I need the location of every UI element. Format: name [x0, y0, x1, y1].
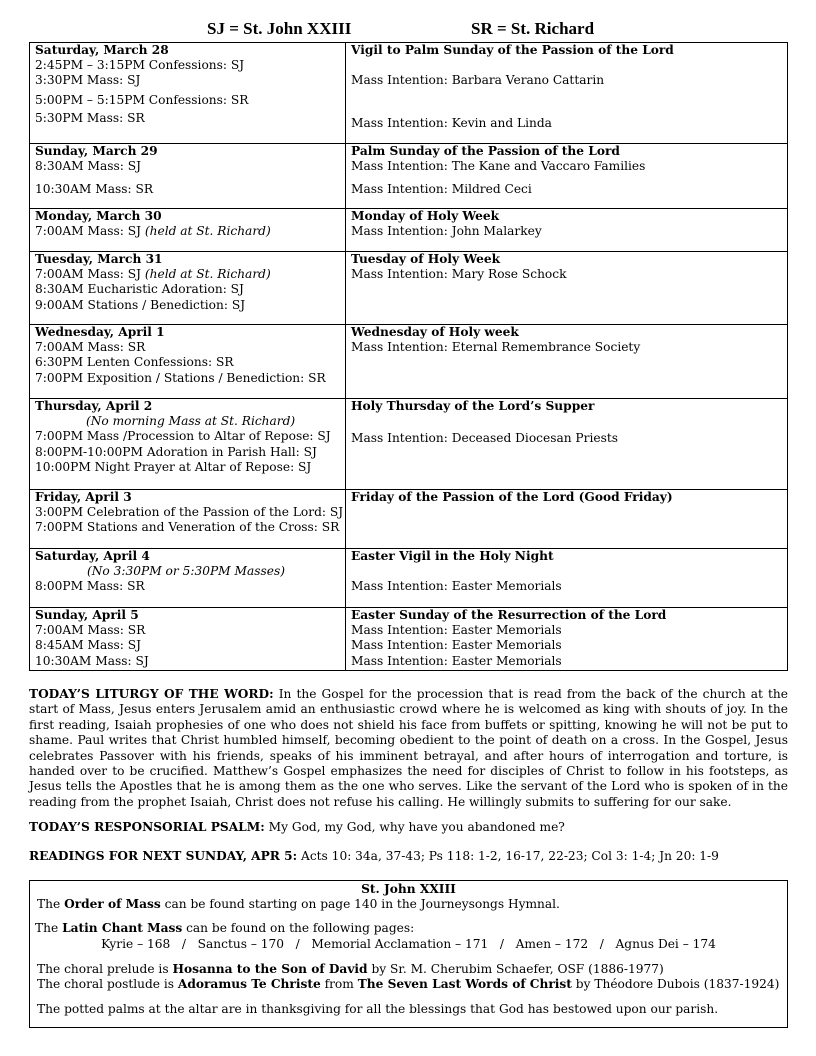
liturgy-of-the-word	[29, 687, 788, 810]
schedule-row	[30, 608, 788, 671]
time-entry: 7:00AM Mass: SJ	[35, 224, 141, 239]
time-note: (held at St. Richard)	[144, 267, 271, 282]
box-title: St. John XXIII	[361, 882, 456, 896]
mass-intention: Mass Intention: Barbara Verano Cattarin	[351, 73, 605, 88]
palms-line: The potted palms at the altar are in thanksgiving for all the blessings that God has bestowed upon our parish.	[37, 1002, 719, 1016]
schedule-row	[30, 43, 788, 144]
schedule-times	[30, 43, 346, 144]
time-entry: 7:00PM Mass /Procession to Altar of Repose: SJ	[35, 429, 331, 444]
postlude-line: The choral postlude is Adoramus Te Christe from The Seven Last Words of Christ by Théodore Dubois (1837-1924)	[37, 977, 780, 991]
schedule-times	[30, 399, 346, 490]
schedule-times	[30, 325, 346, 399]
time-entry: 10:00PM Night Prayer at Altar of Repose: SJ	[35, 459, 312, 474]
schedule-times	[30, 490, 346, 549]
schedule-table	[29, 42, 788, 671]
liturgy-title: Holy Thursday of the Lord’s Supper	[351, 399, 595, 413]
latin-chant-line: The Latin Chant Mass can be found on the following pages:	[35, 921, 415, 935]
schedule-times	[30, 549, 346, 608]
time-entry: 5:30PM Mass: SR	[35, 110, 145, 125]
time-entry: 7:00AM Mass: SR	[35, 340, 146, 355]
time-entry: 8:00PM-10:00PM Adoration in Parish Hall: SJ	[35, 444, 317, 459]
time-entry: 2:45PM – 3:15PM Confessions: SJ	[35, 58, 245, 73]
day-note: (No morning Mass at St. Richard)	[86, 414, 296, 429]
schedule-liturgy	[346, 209, 788, 252]
time-entry: 9:00AM Stations / Benediction: SJ	[35, 297, 246, 312]
time-entry: 8:30AM Mass: SJ	[35, 159, 141, 174]
time-entry: 6:30PM Lenten Confessions: SR	[35, 355, 234, 370]
readings-text: Acts 10: 34a, 37-43; Ps 118: 1-2, 16-17, 22-23; Col 3: 1-4; Jn 20: 1-9	[301, 849, 719, 863]
day-heading: Wednesday, April 1	[35, 325, 165, 339]
schedule-liturgy	[346, 325, 788, 399]
time-entry: 5:00PM – 5:15PM Confessions: SR	[35, 92, 249, 107]
liturgy-text: In the Gospel for the procession that is read from the back of the church at the start of Mass, Jesus enters Jerusalem amid an enthusiastic crowd where he is welcomed as king with shouts of joy. In the first reading, Isaiah prophesies of one who does not shield his face from buffets or spitting, knowing he will not be put to shame. Paul writes that Christ humbled himself, becoming obedient to the point of death on a cross. In the Gospel, Jesus celebrates Passover with his friends, speaks of his imminent betrayal, and after hours of interrogation and torture, is handed over to be crucified. Matthew’s Gospel emphasizes the need for disciples of Christ to follow in his footsteps, as Jesus tells the Apostles that he is among them as the one who serves. Like the servant of the Lord who is spoken of in the reading from the prophet Isaiah, Christ does not refuse his calling. He willingly submits to suffering for our sake.	[29, 687, 788, 809]
schedule-times	[30, 252, 346, 325]
schedule-times	[30, 608, 346, 671]
schedule-row	[30, 252, 788, 325]
mass-intention: Mass Intention: Easter Memorials	[351, 638, 562, 653]
sr-legend: SR = St. Richard	[471, 19, 595, 38]
psalm-label: TODAY’S RESPONSORIAL PSALM:	[29, 820, 265, 834]
time-entry: 8:00PM Mass: SR	[35, 579, 145, 594]
time-entry: 3:30PM Mass: SJ	[35, 73, 141, 88]
schedule-row	[30, 325, 788, 399]
time-entry: 7:00AM Mass: SJ	[35, 267, 141, 282]
liturgy-title: Palm Sunday of the Passion of the Lord	[351, 144, 620, 158]
schedule-liturgy	[346, 252, 788, 325]
next-sunday-readings	[29, 849, 788, 864]
mass-intention: Mass Intention: Kevin and Linda	[351, 116, 552, 131]
schedule-times	[30, 209, 346, 252]
sj-info-box	[29, 880, 788, 1028]
schedule-liturgy	[346, 399, 788, 490]
liturgy-title: Monday of Holy Week	[351, 209, 500, 223]
time-entry: 8:45AM Mass: SJ	[35, 638, 141, 653]
liturgy-label: TODAY’S LITURGY OF THE WORD:	[29, 687, 274, 701]
liturgy-title: Easter Vigil in the Holy Night	[351, 549, 554, 563]
day-heading: Monday, March 30	[35, 209, 162, 223]
time-entry: 10:30AM Mass: SJ	[35, 653, 149, 668]
schedule-row	[30, 549, 788, 608]
schedule-row	[30, 144, 788, 209]
schedule-liturgy	[346, 43, 788, 144]
mass-intention: Mass Intention: Eternal Remembrance Society	[351, 340, 641, 355]
time-entry: 8:30AM Eucharistic Adoration: SJ	[35, 282, 244, 297]
prelude-line: The choral prelude is Hosanna to the Son of David by Sr. M. Cherubim Schaefer, OSF (1886-1977)	[37, 962, 664, 976]
mass-intention: Mass Intention: The Kane and Vaccaro Families	[351, 159, 646, 174]
schedule-row	[30, 399, 788, 490]
time-entry: 3:00PM Celebration of the Passion of the Lord: SJ	[35, 505, 344, 520]
time-entry: 7:00PM Stations and Veneration of the Cross: SR	[35, 520, 340, 535]
responsorial-psalm	[29, 820, 788, 835]
mass-intention: Mass Intention: Mildred Ceci	[351, 182, 532, 197]
time-entry: 10:30AM Mass: SR	[35, 182, 154, 197]
order-of-mass-line: The Order of Mass can be found starting on page 140 in the Journeysongs Hymnal.	[37, 897, 560, 911]
chant-pages: Kyrie – 168 / Sanctus – 170 / Memorial Acclamation – 171 / Amen – 172 / Agnus Dei – 174	[101, 937, 716, 951]
schedule-times	[30, 144, 346, 209]
schedule-liturgy	[346, 608, 788, 671]
day-heading: Sunday, April 5	[35, 608, 139, 622]
mass-intention: Mass Intention: Easter Memorials	[351, 579, 562, 594]
liturgy-title: Friday of the Passion of the Lord (Good Friday)	[351, 490, 673, 504]
liturgy-title: Wednesday of Holy week	[351, 325, 519, 339]
day-heading: Saturday, March 28	[35, 43, 169, 57]
liturgy-title: Easter Sunday of the Resurrection of the Lord	[351, 608, 667, 622]
liturgy-title: Vigil to Palm Sunday of the Passion of the Lord	[351, 43, 674, 57]
day-heading: Sunday, March 29	[35, 144, 158, 158]
day-heading: Thursday, April 2	[35, 399, 153, 413]
legend-header	[0, 19, 816, 39]
time-note: (held at St. Richard)	[144, 224, 271, 239]
time-entry: 7:00AM Mass: SR	[35, 623, 146, 638]
schedule-liturgy	[346, 144, 788, 209]
day-note: (No 3:30PM or 5:30PM Masses)	[87, 564, 285, 579]
psalm-text: My God, my God, why have you abandoned me?	[268, 820, 565, 834]
mass-intention: Mass Intention: Easter Memorials	[351, 623, 562, 638]
liturgy-title: Tuesday of Holy Week	[351, 252, 501, 266]
day-heading: Tuesday, March 31	[35, 252, 163, 266]
sj-legend: SJ = St. John XXIII	[207, 19, 352, 38]
day-heading: Saturday, April 4	[35, 549, 150, 563]
time-entry: 7:00PM Exposition / Stations / Benediction: SR	[35, 370, 326, 385]
mass-intention: Mass Intention: John Malarkey	[351, 224, 542, 239]
mass-intention: Mass Intention: Easter Memorials	[351, 653, 562, 668]
day-heading: Friday, April 3	[35, 490, 132, 504]
schedule-liturgy	[346, 490, 788, 549]
mass-intention: Mass Intention: Deceased Diocesan Priests	[351, 431, 618, 446]
mass-intention: Mass Intention: Mary Rose Schock	[351, 267, 567, 282]
schedule-liturgy	[346, 549, 788, 608]
schedule-row	[30, 490, 788, 549]
schedule-row	[30, 209, 788, 252]
readings-label: READINGS FOR NEXT SUNDAY, APR 5:	[29, 849, 298, 863]
